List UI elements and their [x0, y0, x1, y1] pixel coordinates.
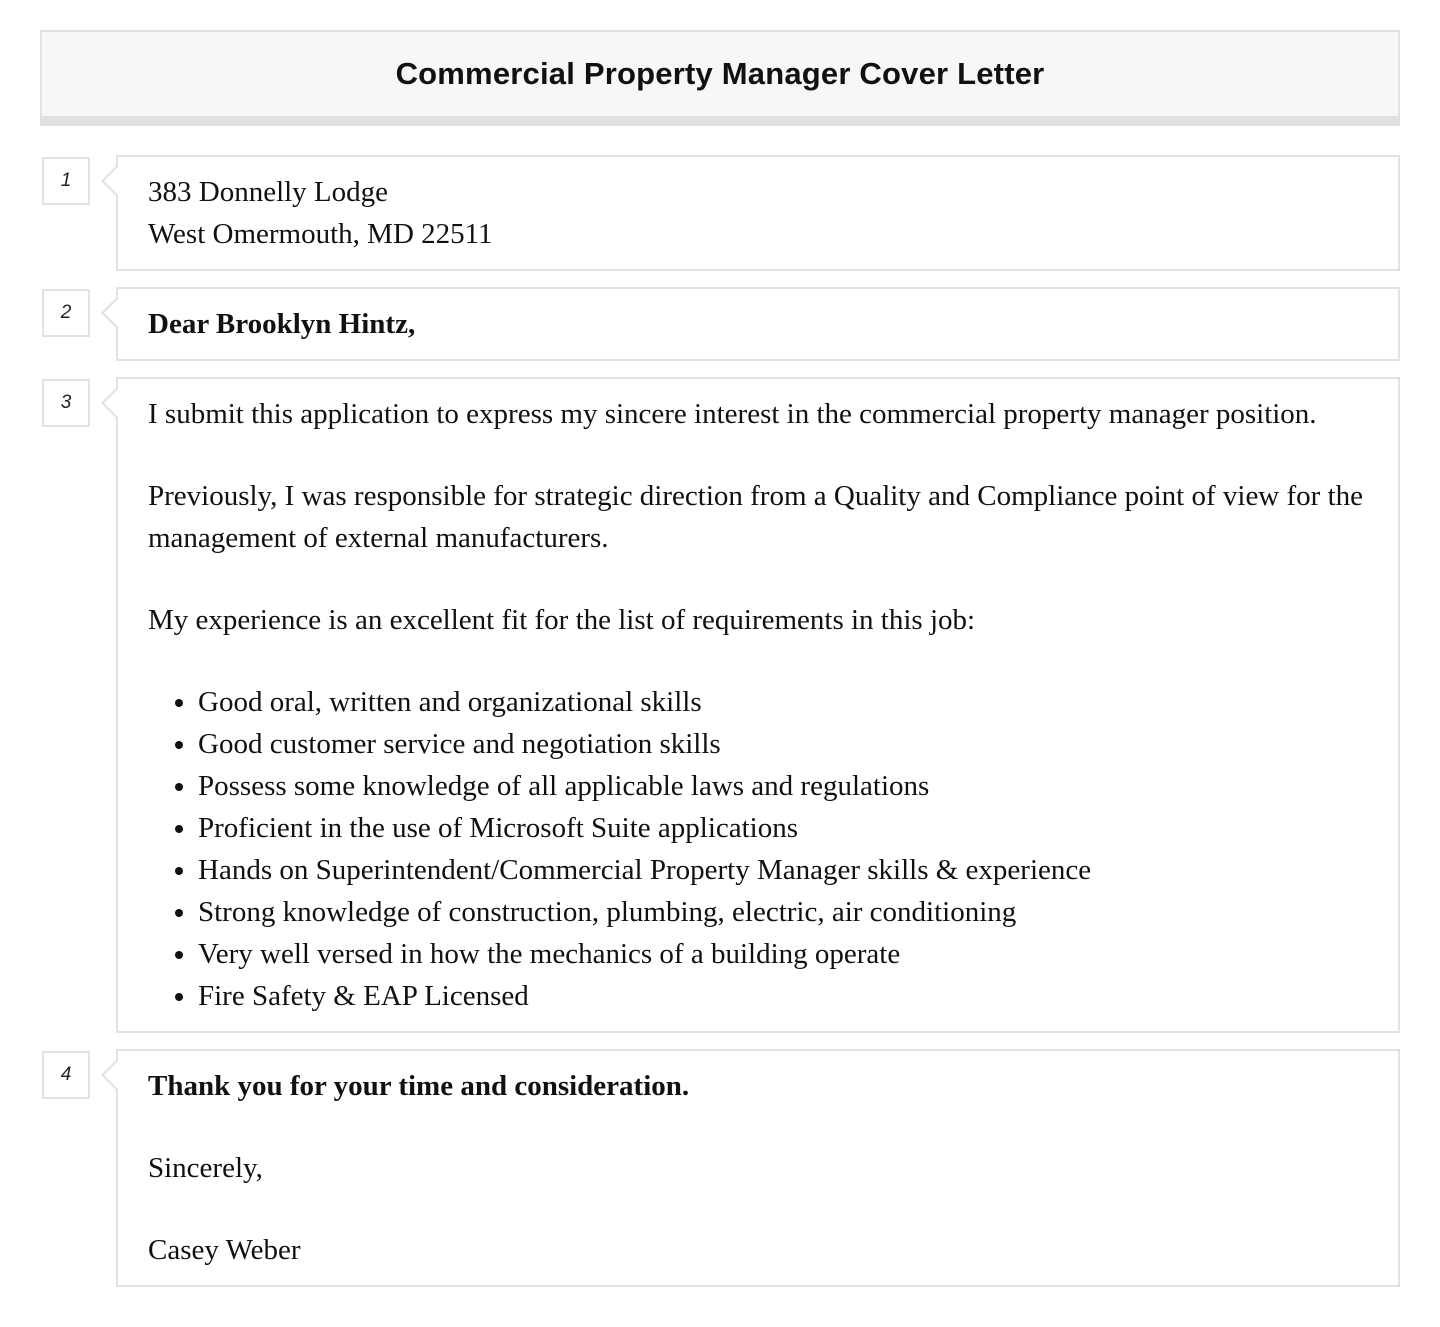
- address-line-1: 383 Donnelly Lodge: [148, 176, 389, 208]
- card-pointer: [101, 165, 117, 197]
- body-section: [116, 377, 1400, 1033]
- document-header: [40, 30, 1400, 126]
- list-item: • Proficient in the use of Microsoft Suite applications: [198, 807, 1368, 849]
- experience-paragraph: Previously, I was responsible for strategic direction from a Quality and Compliance point of view for the management of external manufacturers.: [148, 480, 1363, 554]
- closing-line: Sincerely,: [148, 1152, 263, 1184]
- address-section: [116, 155, 1400, 271]
- greeting: Dear Brooklyn Hintz,: [148, 308, 416, 340]
- list-item: • Very well versed in how the mechanics of a building operate: [198, 933, 1368, 975]
- page-title: Commercial Property Manager Cover Letter: [395, 56, 1045, 91]
- card-pointer: [101, 297, 117, 329]
- list-item: • Strong knowledge of construction, plumbing, electric, air conditioning: [198, 891, 1368, 933]
- list-item: • Good oral, written and organizational skills: [198, 681, 1368, 723]
- requirements-list: [148, 681, 1368, 1017]
- card-pointer: [101, 1059, 117, 1091]
- closing-section: [116, 1049, 1400, 1287]
- thanks-line: Thank you for your time and consideration.: [148, 1070, 690, 1102]
- section-number-1: 1: [42, 157, 90, 205]
- fit-paragraph: My experience is an excellent fit for the list of requirements in this job:: [148, 604, 976, 636]
- list-item: • Hands on Superintendent/Commercial Property Manager skills & experience: [198, 849, 1368, 891]
- list-item: • Possess some knowledge of all applicable laws and regulations: [198, 765, 1368, 807]
- list-item: • Fire Safety & EAP Licensed: [198, 975, 1368, 1017]
- greeting-section: [116, 287, 1400, 361]
- section-number-2: 2: [42, 289, 90, 337]
- section-number-4: 4: [42, 1051, 90, 1099]
- list-item: • Good customer service and negotiation skills: [198, 723, 1368, 765]
- signature: Casey Weber: [148, 1234, 301, 1266]
- address-line-2: West Omermouth, MD 22511: [148, 218, 493, 250]
- card-pointer: [101, 387, 117, 419]
- intro-paragraph: I submit this application to express my sincere interest in the commercial property manager position.: [148, 398, 1317, 430]
- section-number-3: 3: [42, 379, 90, 427]
